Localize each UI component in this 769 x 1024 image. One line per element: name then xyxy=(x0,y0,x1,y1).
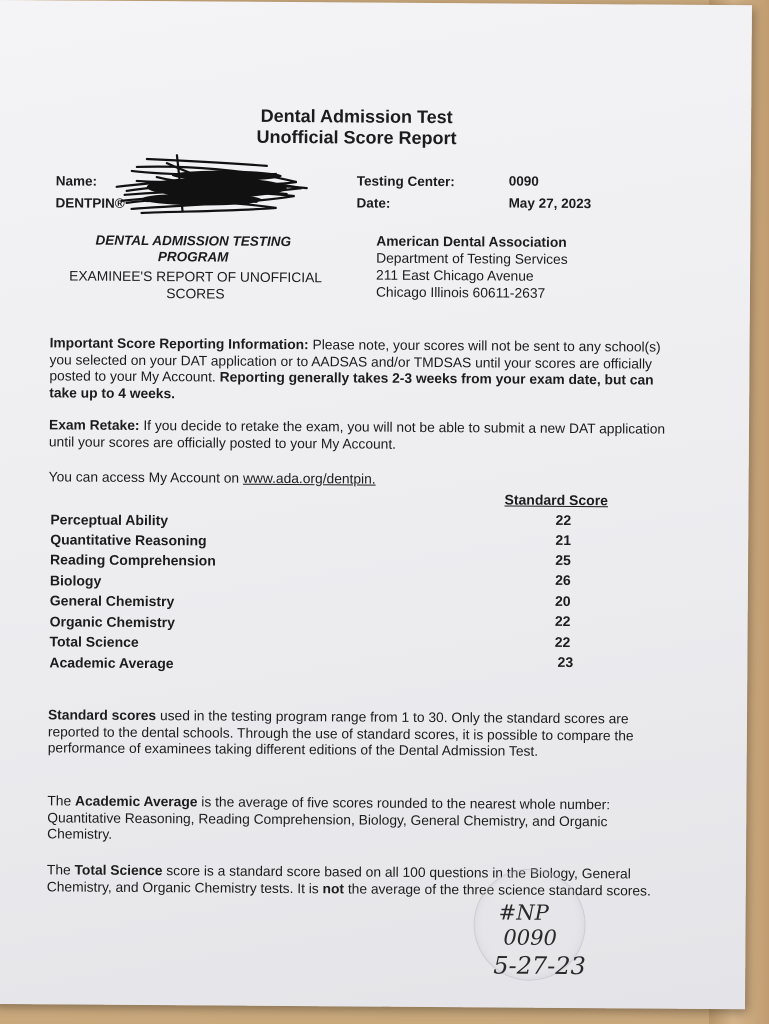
retake-heading: Exam Retake: xyxy=(48,417,140,433)
association-street: 211 East Chicago Avenue xyxy=(376,267,534,284)
association-address xyxy=(376,233,568,302)
program-line3: EXAMINEE'S REPORT OF UNOFFICIAL xyxy=(69,268,323,286)
redaction-scribble xyxy=(106,151,316,222)
association-city: Chicago Illinois 60611-2637 xyxy=(375,284,546,301)
science-note-bold: Total Science xyxy=(74,862,163,879)
access-text: You can access My Account on xyxy=(48,469,240,486)
testing-center-label: Testing Center: xyxy=(356,173,455,190)
academic-average-note xyxy=(47,793,647,847)
score-value-quantitative-reasoning: 21 xyxy=(555,531,572,548)
standard-score-header: Standard Score xyxy=(504,491,609,509)
report-title-line1: Dental Admission Test xyxy=(260,105,453,128)
academic-note-text: is the average of five scores rounded to the nearest whole number: Quantitative Reasoning, Reading Comprehension, Biology, General Chemistry, and Organic Chemistry. xyxy=(47,794,611,842)
score-value-academic-average: 23 xyxy=(557,653,574,671)
score-label-biology: Biology xyxy=(49,572,102,589)
academic-note-bold: Academic Average xyxy=(74,793,198,810)
score-label-academic-average: Academic Average xyxy=(49,654,174,672)
score-value-biology: 26 xyxy=(555,571,571,588)
handwritten-date: 5-27-23 xyxy=(493,951,586,981)
score-label-perceptual-ability: Perceptual Ability xyxy=(50,511,169,529)
score-label-general-chemistry: General Chemistry xyxy=(49,592,175,610)
score-label-total-science: Total Science xyxy=(49,633,139,650)
science-note-text2: the average of the three science standard scores. xyxy=(347,880,651,899)
standard-scores-note xyxy=(48,707,668,761)
testing-center-value: 0090 xyxy=(508,173,539,189)
score-value-general-chemistry: 20 xyxy=(554,592,571,609)
program-subheading xyxy=(53,268,338,303)
association-name: American Dental Association xyxy=(376,233,567,250)
important-bold-text: Reporting generally takes 2-3 weeks from your exam date, but can take up to 4 weeks. xyxy=(49,369,654,401)
important-text: Please note, your scores will not be sent to any school(s) you selected on your DAT application or to AADSAS and/or TMDSAS until your scores are officially posted to your My Account. xyxy=(49,337,661,385)
retake-paragraph xyxy=(49,417,669,454)
science-note-text1: score is a standard score based on all 100 questions in the Biology, General Chemistry, and Organic Chemistry tests. It is xyxy=(46,863,631,896)
date-value: May 27, 2023 xyxy=(508,195,592,212)
standard-note-bold: Standard scores xyxy=(47,707,157,724)
science-note-pre: The xyxy=(46,862,71,878)
handwritten-initials: #NP xyxy=(498,900,549,925)
handwritten-center-code: 0090 xyxy=(503,925,558,950)
score-value-perceptual-ability: 22 xyxy=(555,511,572,528)
science-note-not: not xyxy=(322,880,345,896)
score-value-total-science: 22 xyxy=(554,633,571,650)
date-label: Date: xyxy=(356,195,391,211)
important-info-paragraph xyxy=(49,335,679,405)
program-line1: DENTAL ADMISSION TESTING xyxy=(95,232,292,250)
retake-text: If you decide to retake the exam, you will not be able to submit a new DAT application until your scores are officially posted to your My Account. xyxy=(48,418,666,452)
program-line2: PROGRAM xyxy=(157,249,229,265)
program-heading xyxy=(58,232,328,266)
score-value-reading-comprehension: 25 xyxy=(555,551,571,568)
program-line4: SCORES xyxy=(166,285,225,302)
dentpin-link[interactable]: www.ada.org/dentpin. xyxy=(242,470,376,487)
score-value-organic-chemistry: 22 xyxy=(554,612,571,629)
score-label-organic-chemistry: Organic Chemistry xyxy=(49,613,175,631)
score-label-reading-comprehension: Reading Comprehension xyxy=(50,551,216,569)
association-dept: Department of Testing Services xyxy=(376,250,568,267)
important-heading: Important Score Reporting Information: xyxy=(49,335,309,353)
report-title-line2: Unofficial Score Report xyxy=(256,126,457,149)
score-label-quantitative-reasoning: Quantitative Reasoning xyxy=(50,531,207,549)
access-line xyxy=(49,469,376,486)
standard-note-text: used in the testing program range from 1 to 30. Only the standard scores are reported to the dental schools. Through the use of standard scores, it is possible to compare the performance of examinees taking different editions of the Dental Admission Test. xyxy=(47,708,634,759)
name-label: Name: xyxy=(55,173,98,189)
academic-note-pre: The xyxy=(47,793,72,809)
dentpin-label: DENTPIN® xyxy=(55,195,125,211)
